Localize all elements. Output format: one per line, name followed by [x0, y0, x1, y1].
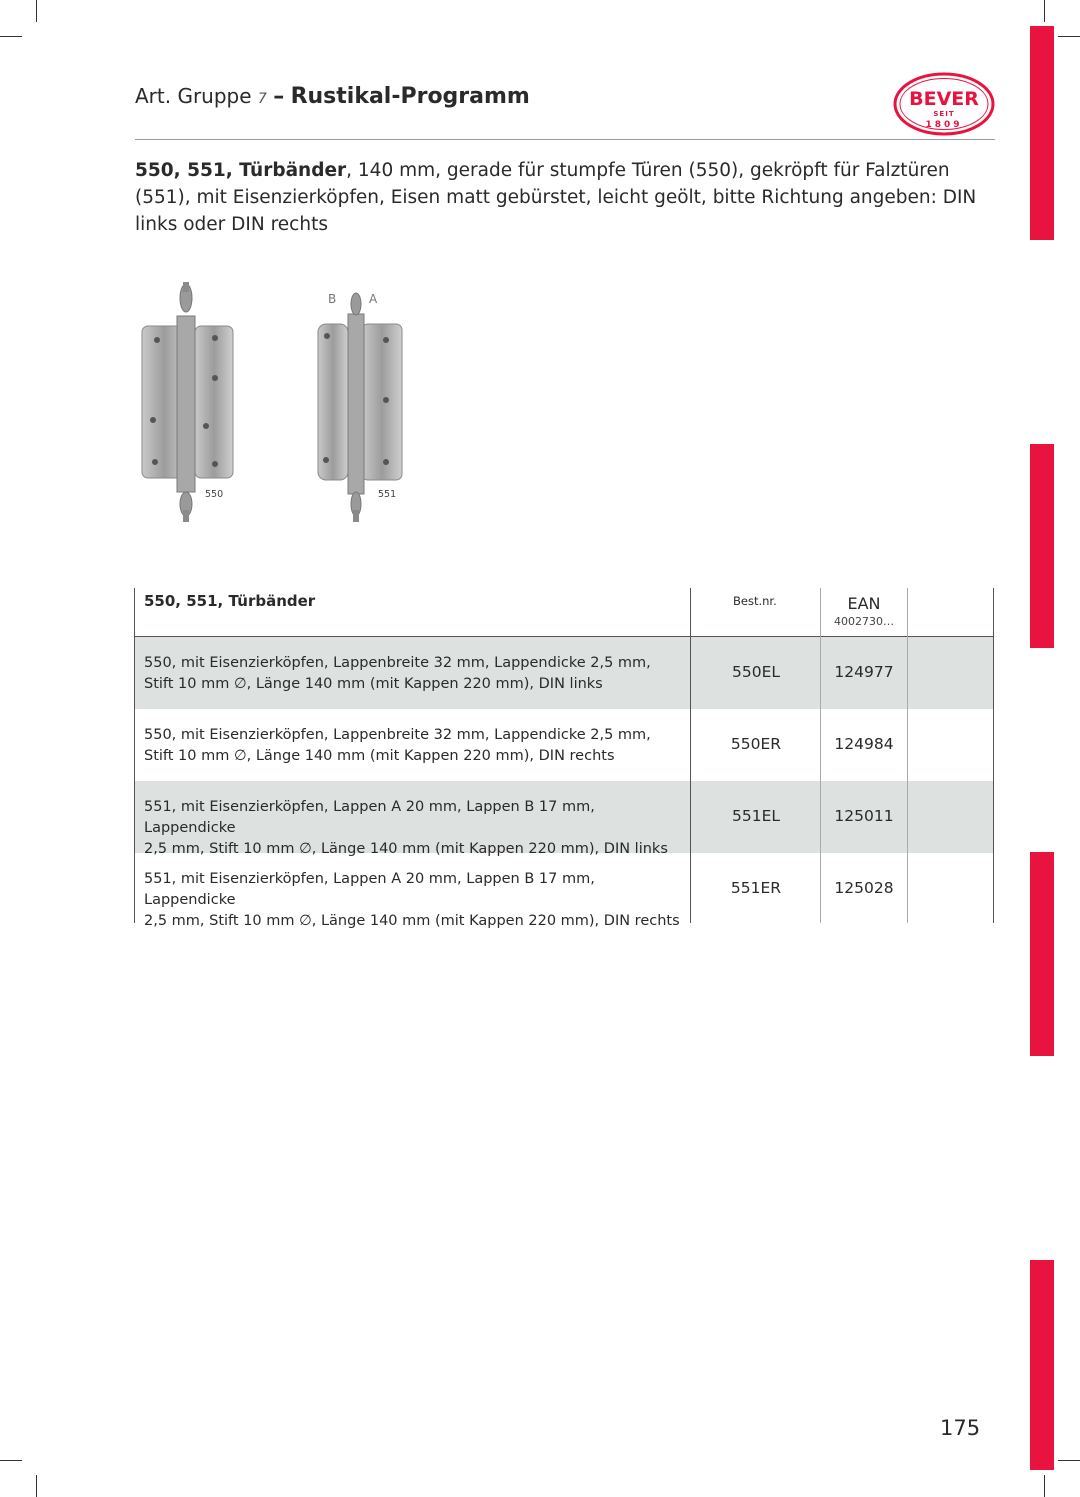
logo-year: 1809	[925, 120, 963, 130]
row-ean: 125011	[834, 807, 894, 825]
row-best-nr: 551EL	[731, 807, 780, 825]
hinge-551-letter-a: A	[369, 292, 378, 306]
hinge-550-image	[140, 278, 240, 524]
column-header-ean: EAN	[847, 594, 881, 613]
header-prefix: Art. Gruppe	[135, 84, 252, 108]
page-number: 175	[940, 1416, 981, 1440]
logo-since: SEIT	[933, 110, 955, 118]
column-header-ean-prefix: 4002730…	[834, 615, 894, 628]
logo-brand: BEVER	[909, 88, 979, 110]
table-title: 550, 551, Türbänder	[144, 592, 316, 610]
row-desc-line: 550, mit Eisenzierköpfen, Lappenbreite 32 mm, Lappendicke 2,5 mm,	[144, 655, 651, 671]
crop-mark	[1044, 1475, 1045, 1497]
crop-mark	[36, 0, 37, 22]
register-tab	[1030, 444, 1054, 648]
table-border-left	[134, 588, 135, 923]
product-intro	[135, 157, 997, 238]
intro-bold: 550, 551, Türbänder	[135, 160, 347, 181]
row-ean: 124984	[834, 735, 894, 753]
table-divider	[820, 588, 821, 923]
row-description	[144, 869, 689, 932]
crop-mark	[1044, 0, 1045, 22]
row-desc-line: 2,5 mm, Stift 10 mm ∅, Länge 140 mm (mit Kappen 220 mm), DIN links	[144, 841, 668, 857]
row-best-nr: 550ER	[730, 735, 782, 753]
hinge-550-caption: 550	[205, 489, 224, 500]
row-description	[144, 725, 689, 767]
bever-logo	[893, 72, 995, 136]
register-tab	[1030, 1260, 1054, 1470]
row-desc-line: 551, mit Eisenzierköpfen, Lappen A 20 mm, Lappen B 17 mm, Lappendicke	[144, 799, 595, 836]
table-row	[135, 709, 994, 781]
hinge-551-caption: 551	[378, 489, 397, 500]
table-row	[135, 637, 994, 709]
table-header	[135, 588, 994, 637]
table-border-right	[993, 588, 994, 923]
table-row	[135, 853, 994, 929]
row-ean: 124977	[834, 663, 894, 681]
row-best-nr: 551ER	[730, 879, 782, 897]
hinge-551-letter-b: B	[328, 292, 337, 306]
header-group-number: 7	[257, 91, 267, 107]
header-divider	[135, 139, 995, 140]
page-header	[135, 84, 530, 109]
intro-text: , 140 mm, gerade für stumpfe Türen (550), gekröpft für Falztüren (551), mit Eisenzierköpfen, Eisen matt gebürstet, leicht geölt, bitte Richtung angeben: DIN links oder DIN rechts	[135, 160, 977, 235]
table-row	[135, 781, 994, 857]
row-desc-line: Stift 10 mm ∅, Länge 140 mm (mit Kappen 220 mm), DIN links	[144, 676, 603, 692]
row-ean: 125028	[834, 879, 894, 897]
row-desc-line: 551, mit Eisenzierköpfen, Lappen A 20 mm, Lappen B 17 mm, Lappendicke	[144, 871, 595, 908]
table-divider	[907, 588, 908, 923]
header-program: Rustikal-Programm	[290, 84, 530, 109]
table-divider	[690, 588, 691, 923]
crop-mark	[1058, 1460, 1080, 1461]
row-description	[144, 653, 689, 695]
row-desc-line: Stift 10 mm ∅, Länge 140 mm (mit Kappen 220 mm), DIN rechts	[144, 748, 615, 764]
crop-mark	[0, 36, 22, 37]
row-description	[144, 797, 689, 860]
row-desc-line: 550, mit Eisenzierköpfen, Lappenbreite 32 mm, Lappendicke 2,5 mm,	[144, 727, 651, 743]
register-tab	[1030, 852, 1054, 1056]
crop-mark	[1058, 36, 1080, 37]
register-tab	[1030, 26, 1054, 240]
column-header-best: Best.nr.	[733, 594, 777, 608]
product-table	[135, 588, 994, 929]
crop-mark	[36, 1475, 37, 1497]
header-dash: –	[273, 84, 285, 109]
row-best-nr: 550EL	[731, 663, 780, 681]
row-desc-line: 2,5 mm, Stift 10 mm ∅, Länge 140 mm (mit Kappen 220 mm), DIN rechts	[144, 913, 680, 929]
crop-mark	[0, 1460, 22, 1461]
